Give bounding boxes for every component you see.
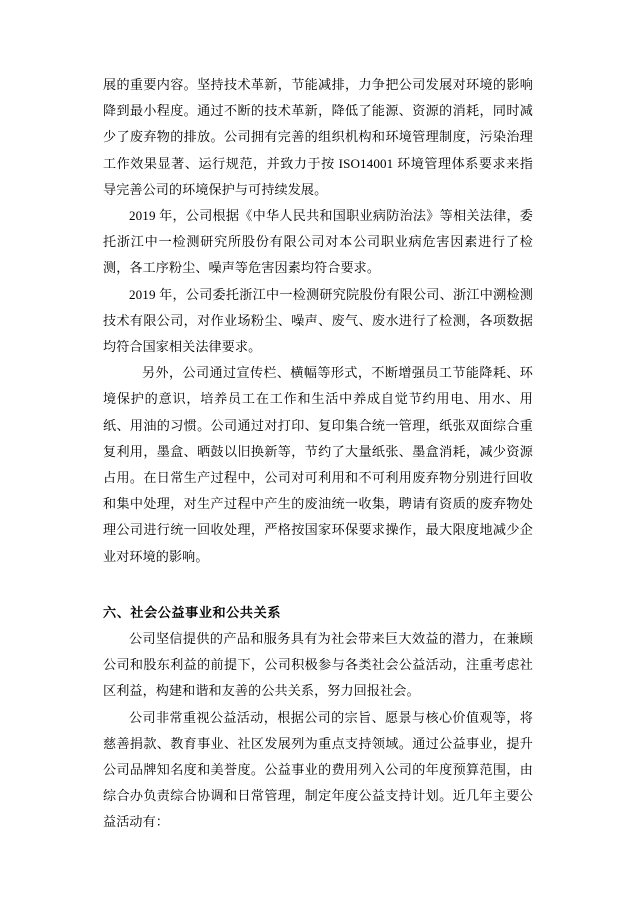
document-body xyxy=(103,72,533,836)
paragraph-emissions-testing-2019: 2019 年，公司委托浙江中一检测研究院股份有限公司、浙江中溯检测技术有限公司，对作业场粉尘、噪声、废气、废水进行了检测，各项数据均符合国家相关法律要求。 xyxy=(103,286,533,355)
paragraph-occupational-disease-2019: 2019 年，公司根据《中华人民共和国职业病防治法》等相关法律，委托浙江中一检测研究所股份有限公司对本公司职业病危害因素进行了检测，各工序粉尘、噪声等危害因素均符合要求。 xyxy=(103,208,533,276)
paragraph-energy-saving-awareness: 另外，公司通过宣传栏、横幅等形式，不断增强员工节能降耗、环境保护的意识，培养员工在工作和生活中养成自觉节约用电、用水、用纸、用油的习惯。公司通过对打印、复印集合统一管理，纸张双面综合重复利用，墨盒、晒鼓以旧换新等，节约了大量纸张、墨盒消耗，减少资源占用。在日常生产过程中，公司对可利用和不可利用废弃物分别进行回收和集中处理，对生产过程中产生的废油统一收集，聘请有资质的废弃物处理公司进行统一回收处理，严格按国家环保要求操作，最大限度地减少企业对环境的影响。 xyxy=(103,365,533,564)
paragraph-environment-continued: 展的重要内容。坚持技术革新，节能减排，力争把公司发展对环境的影响降到最小程度。通过不断的技术革新，降低了能源、资源的消耗，同时减少了废弃物的排放。公司拥有完善的组织机构和环境管理制度，污染治理工作效果显著、运行规范，并致力于按 ISO14001 环境管理体系要求来指导完善公司的环境保护与可持续发展。 xyxy=(103,77,533,197)
section-spacer xyxy=(103,570,533,600)
paragraph-public-welfare-belief: 公司坚信提供的产品和服务具有为社会带来巨大效益的潜力，在兼顾公司和股东利益的前提下，公司积极参与各类社会公益活动，注重考虑社区利益，构建和谐和友善的公共关系，努力回报社会。 xyxy=(103,631,533,699)
section-heading-social-welfare: 六、社会公益事业和公共关系 xyxy=(103,604,282,620)
paragraph-public-welfare-plan: 公司非常重视公益活动，根据公司的宗旨、愿景与核心价值观等，将慈善捐款、教育事业、社区发展列为重点支持领域。通过公益事业，提升公司品牌知名度和美誉度。公益事业的费用列入公司的年度预算范围，由综合办负责综合协调和日常管理，制定年度公益支持计划。近几年主要公益活动有： xyxy=(103,709,533,830)
